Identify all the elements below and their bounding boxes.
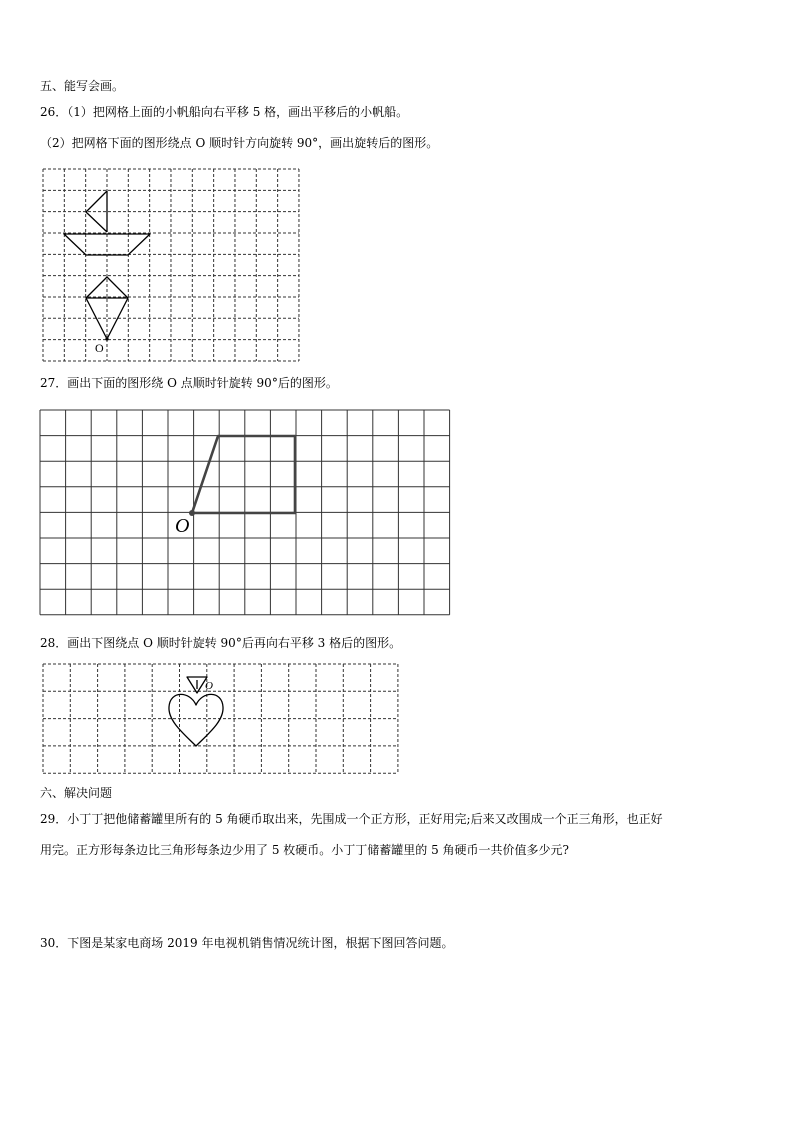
section-6-title: 六、解决问题 bbox=[40, 786, 113, 800]
section-5-title: 五、能写会画。 bbox=[40, 79, 125, 93]
point-o-label: O bbox=[95, 341, 104, 355]
q26-part1-text: 26．（1）把网格上面的小帆船向右平移 5 格，画出平移后的小帆船。 bbox=[40, 105, 409, 119]
q29-line-2: 用完。正方形每条边比三角形每条边少用了 5 枚硬币。小丁丁储蓄罐里的 5 角硬币一共价值多少元? bbox=[40, 843, 569, 857]
q30-text: 30．下图是某家电商场 2019 年电视机销售情况统计图，根据下图回答问题。 bbox=[40, 936, 454, 950]
q28-text: 28．画出下图绕点 O 顺时针旋转 90°后再向右平移 3 格后的图形。 bbox=[40, 636, 402, 650]
point-o-label: O bbox=[175, 515, 190, 537]
q27-text: 27．画出下面的图形绕 O 点顺时针旋转 90°后的图形。 bbox=[40, 376, 338, 390]
point-o-label: O bbox=[205, 680, 213, 692]
q26-part2-text: （2）把网格下面的图形绕点 O 顺时针方向旋转 90°，画出旋转后的图形。 bbox=[40, 136, 439, 150]
q29-line-1: 29．小丁丁把他储蓄罐里所有的 5 角硬币取出来，先围成一个正方形，正好用完;后来又改围成一个正三角形，也正好 bbox=[40, 812, 663, 826]
heart-shape bbox=[169, 694, 223, 746]
